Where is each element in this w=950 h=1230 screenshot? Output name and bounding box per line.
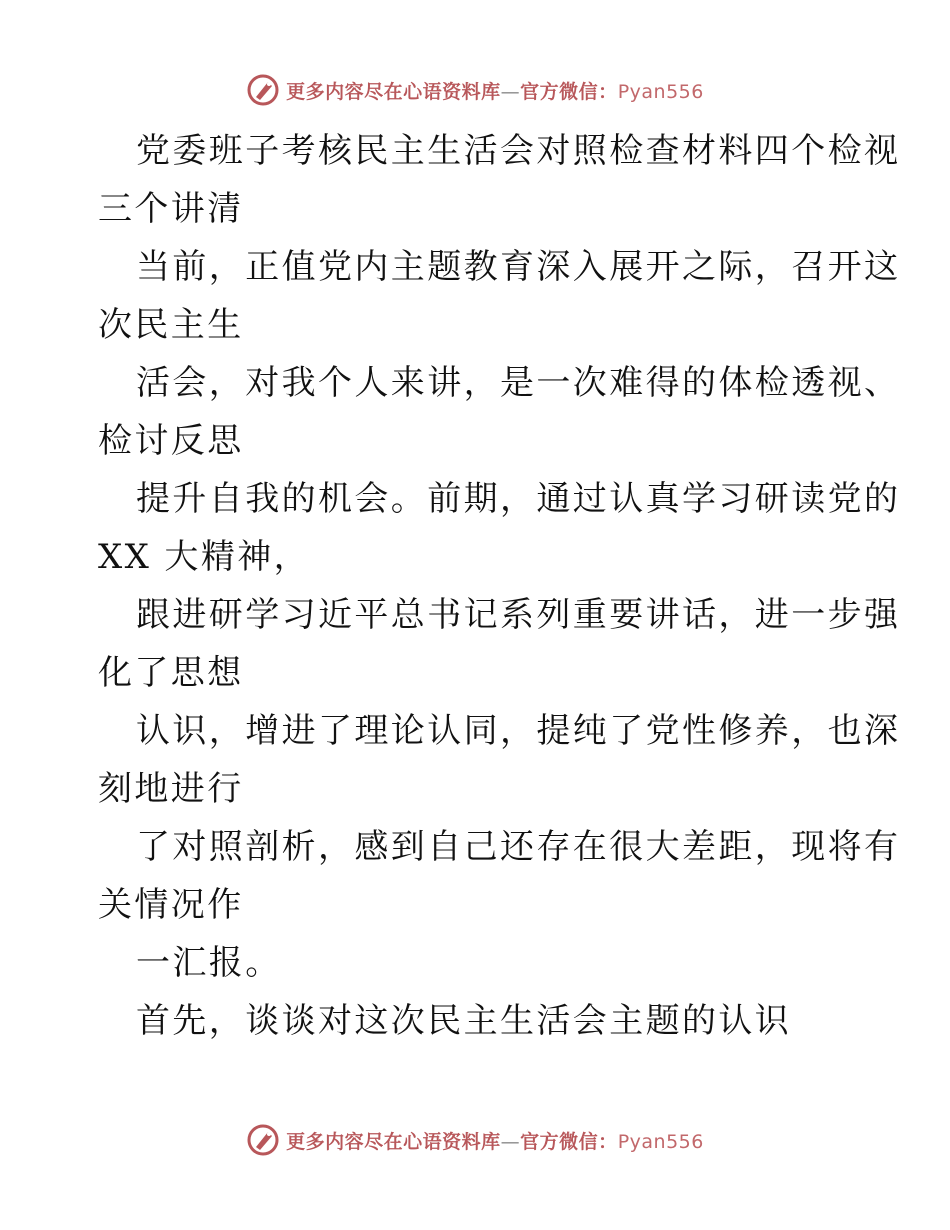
- banner-official-label: 官方微信：: [520, 1130, 618, 1153]
- banner-separator: —: [500, 1130, 521, 1153]
- paragraph-line: 提升自我的机会。前期，通过认真学习研读党的: [136, 479, 901, 519]
- paragraph-line: 认识，增进了理论认同，提纯了党性修养，也深: [136, 711, 901, 751]
- header-banner: [0, 70, 950, 110]
- paragraph-line: 活会，对我个人来讲，是一次难得的体检透视、: [136, 363, 901, 403]
- banner-main-text: 更多内容尽在心语资料库: [286, 1130, 501, 1153]
- banner-main-text: 更多内容尽在心语资料库: [286, 80, 501, 103]
- banner-account-id: Pyan556: [617, 80, 704, 103]
- paragraph-line: XX 大精神，: [98, 537, 311, 577]
- paragraph-line: 跟进研学习近平总书记系列重要讲话，进一步强: [136, 595, 901, 635]
- banner-separator: —: [500, 80, 521, 103]
- document-title-line-1: 党委班子考核民主生活会对照检查材料四个检视: [136, 131, 901, 171]
- paragraph-line: 了对照剖析，感到自己还存在很大差距，现将有: [136, 827, 901, 867]
- banner-account-id: Pyan556: [617, 1130, 704, 1153]
- paragraph-line: 一汇报。: [136, 943, 282, 983]
- paragraph-line: 关情况作: [98, 885, 244, 925]
- pen-nib-logo-icon: [246, 73, 280, 107]
- paragraph-line: 当前，正值党内主题教育深入展开之际，召开这: [136, 247, 901, 287]
- paragraph-line: 次民主生: [98, 305, 244, 345]
- footer-banner: [0, 1120, 950, 1160]
- paragraph-line: 检讨反思: [98, 421, 244, 461]
- pen-nib-logo-icon: [246, 1123, 280, 1157]
- paragraph-line: 化了思想: [98, 653, 244, 693]
- document-body: [98, 122, 901, 1050]
- document-title-line-2: 三个讲清: [98, 189, 244, 229]
- paragraph-line: 刻地进行: [98, 769, 244, 809]
- banner-official-label: 官方微信：: [520, 80, 618, 103]
- paragraph-line: 首先，谈谈对这次民主生活会主题的认识: [136, 1001, 792, 1041]
